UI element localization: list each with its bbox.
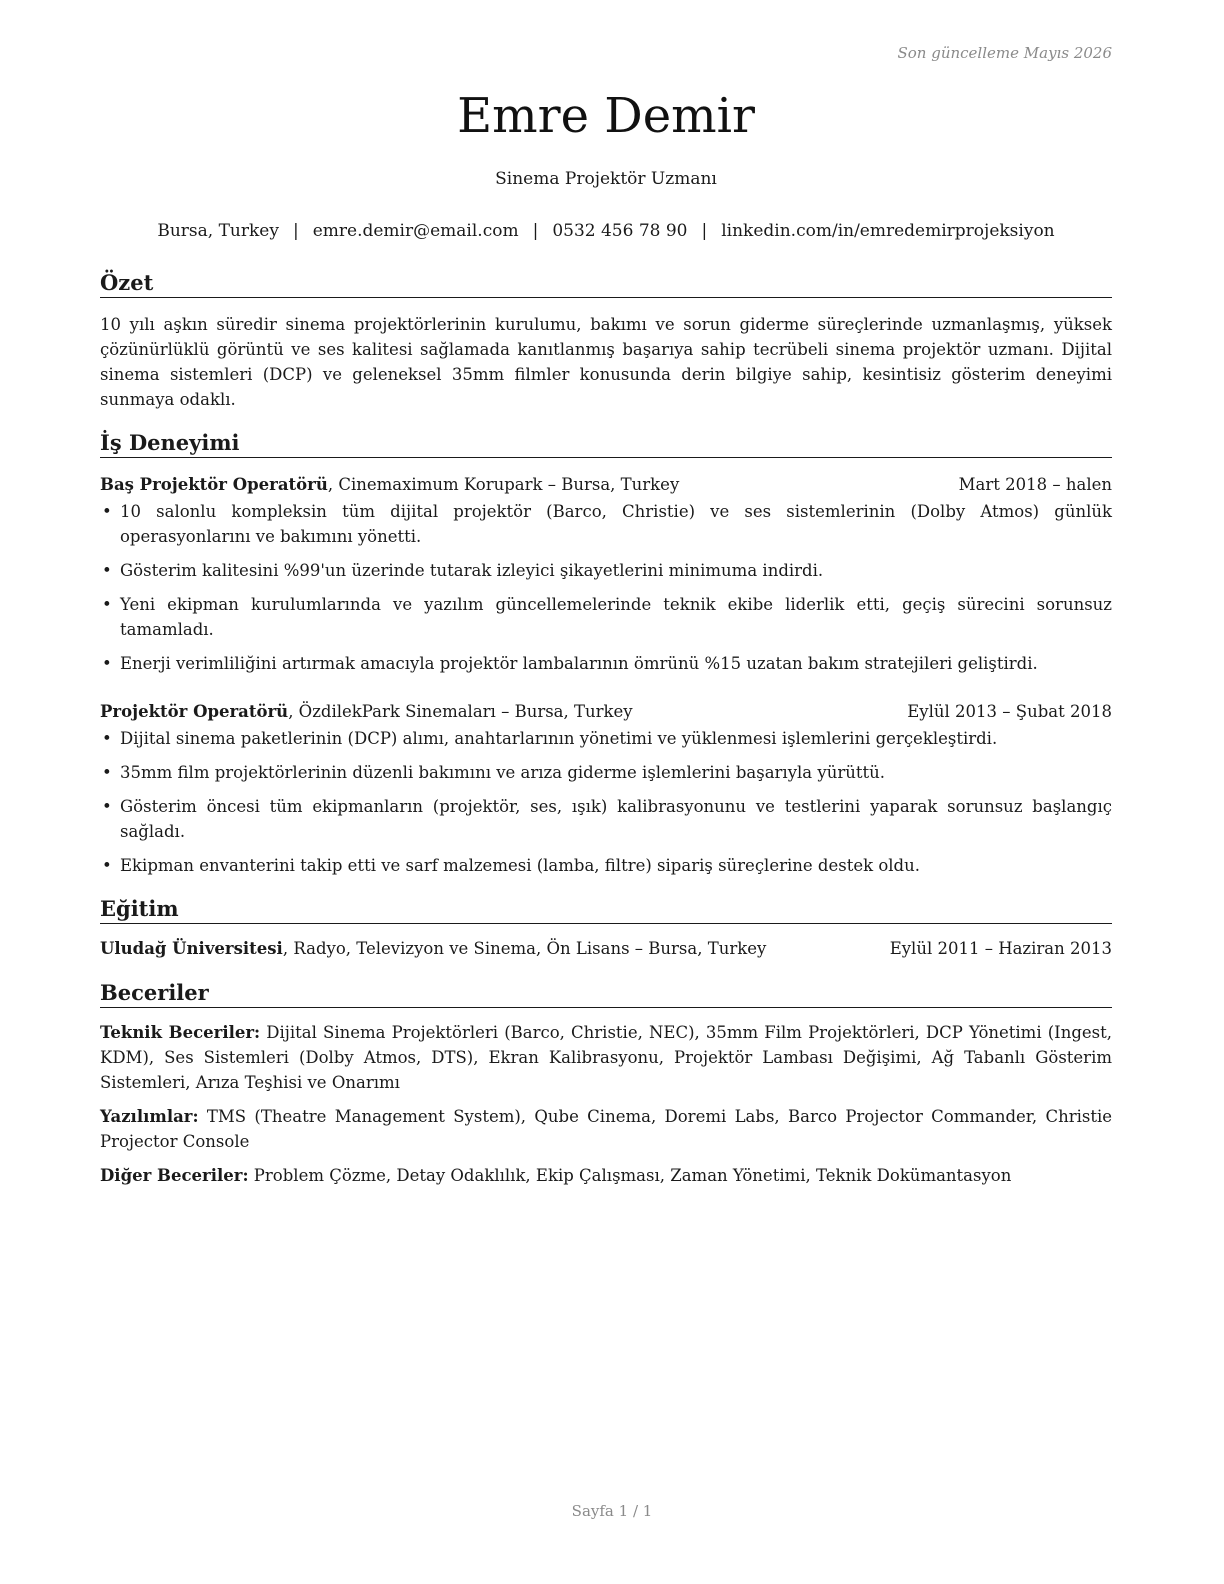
bullet-icon: • <box>102 595 112 614</box>
contact-separator: | <box>701 221 708 241</box>
bullet-icon: • <box>102 797 112 816</box>
skill-group <box>100 1020 1112 1095</box>
bullet-text: Dijital sinema paketlerinin (DCP) alımı, anahtarlarının yönetimi ve yüklenmesi işlemlerini gerçekleştirdi. <box>120 729 998 748</box>
contact-separator: | <box>292 221 299 241</box>
job-entry <box>100 685 1112 878</box>
education-section <box>100 896 1112 961</box>
list-item <box>100 726 1112 751</box>
contact-phone: 0532 456 78 90 <box>552 221 688 241</box>
contact-email[interactable]: emre.demir@email.com <box>312 221 519 241</box>
summary-text: 10 yılı aşkın süredir sinema projektörlerinin kurulumu, bakımı ve sorun giderme süreçlerinde uzmanlaşmış, yüksek çözünürlüklü görüntü ve ses kalitesi sağlamada kanıtlanmış başarıya sahip tecrübeli sinema projektör uzmanı. Dijital sinema sistemleri (DCP) ve geleneksel 35mm filmler konusunda derin bilgiye sahip, kesintisiz gösterim deneyimi sunmaya odaklı. <box>100 315 1112 409</box>
education-detail: , Radyo, Televizyon ve Sinema, Ön Lisans – Bursa, Turkey <box>282 939 767 958</box>
skill-group <box>100 1104 1112 1154</box>
bullet-icon: • <box>102 729 112 748</box>
job-company: , Cinemaximum Korupark – Bursa, Turkey <box>327 475 680 494</box>
skills-heading: Beceriler <box>100 980 1112 1008</box>
skill-text: Problem Çözme, Detay Odaklılık, Ekip Çalışması, Zaman Yönetimi, Teknik Dokümantasyon <box>248 1166 1012 1185</box>
list-item <box>100 592 1112 642</box>
resume-page <box>100 0 1112 1584</box>
job-company: , ÖzdilekPark Sinemaları – Bursa, Turkey <box>288 702 633 721</box>
list-item <box>100 853 1112 878</box>
bullet-text: Ekipman envanterini takip etti ve sarf malzemesi (lamba, filtre) sipariş süreçlerine destek oldu. <box>120 856 920 875</box>
skills-section <box>100 980 1112 1197</box>
bullet-text: 10 salonlu kompleksin tüm dijital projektör (Barco, Christie) ve ses sistemlerinin (Dolby Atmos) günlük operasyonlarını ve bakımını yönetti. <box>120 502 1112 546</box>
school-name: Uludağ Üniversitesi <box>100 939 283 958</box>
bullet-icon: • <box>102 502 112 521</box>
bullet-text: Gösterim kalitesini %99'un üzerinde tutarak izleyici şikayetlerini minimuma indirdi. <box>120 561 824 580</box>
skill-label: Teknik Beceriler: <box>100 1023 261 1042</box>
job-dates: Mart 2018 – halen <box>958 475 1112 494</box>
summary-heading: Özet <box>100 270 1112 298</box>
bullet-text: Enerji verimliliğini artırmak amacıyla projektör lambalarının ömrünü %15 uzatan bakım stratejileri geliştirdi. <box>120 654 1038 673</box>
skill-label: Yazılımlar: <box>100 1107 199 1126</box>
skill-text: TMS (Theatre Management System), Qube Cinema, Doremi Labs, Barco Projector Commander, Christie Projector Console <box>100 1107 1112 1151</box>
list-item <box>100 794 1112 844</box>
list-item <box>100 760 1112 785</box>
job-role: Projektör Operatörü <box>100 702 289 721</box>
job-role: Baş Projektör Operatörü <box>100 475 328 494</box>
job-header <box>100 699 1112 724</box>
job-bullets <box>100 726 1112 878</box>
skill-group <box>100 1163 1112 1188</box>
bullet-text: Yeni ekipman kurulumlarında ve yazılım güncellemelerinde teknik ekibe liderlik etti, geçiş sürecini sorunsuz tamamladı. <box>120 595 1112 639</box>
education-heading: Eğitim <box>100 896 1112 924</box>
list-item <box>100 558 1112 583</box>
summary-section <box>100 270 1112 412</box>
experience-section <box>100 430 1112 887</box>
bullet-icon: • <box>102 763 112 782</box>
candidate-name: Emre Demir <box>457 88 755 144</box>
contact-line <box>100 220 1112 242</box>
list-item <box>100 499 1112 549</box>
list-item <box>100 651 1112 676</box>
job-entry <box>100 458 1112 676</box>
skill-label: Diğer Beceriler: <box>100 1166 249 1185</box>
job-bullets <box>100 499 1112 676</box>
job-dates: Eylül 2013 – Şubat 2018 <box>907 702 1112 721</box>
bullet-icon: • <box>102 856 112 875</box>
skills-list <box>100 1008 1112 1188</box>
job-header <box>100 472 1112 497</box>
last-updated: Son güncelleme Mayıs 2026 <box>897 44 1112 62</box>
bullet-icon: • <box>102 654 112 673</box>
education-dates: Eylül 2011 – Haziran 2013 <box>889 939 1112 958</box>
education-entry <box>100 924 1112 961</box>
experience-heading: İş Deneyimi <box>100 430 1112 458</box>
skill-text: Dijital Sinema Projektörleri (Barco, Christie, NEC), 35mm Film Projektörleri, DCP Yönetimi (Ingest, KDM), Ses Sistemleri (Dolby Atmos, DTS), Ekran Kalibrasyonu, Projektör Lambası Değişimi, Ağ Tabanlı Gösterim Sistemleri, Arıza Teşhisi ve Onarımı <box>100 1023 1112 1092</box>
bullet-text: Gösterim öncesi tüm ekipmanların (projektör, ses, ışık) kalibrasyonunu ve testlerini yaparak sorunsuz başlangıç sağladı. <box>120 797 1112 841</box>
bullet-icon: • <box>102 561 112 580</box>
page-number: Sayfa 1 / 1 <box>571 1502 653 1520</box>
bullet-text: 35mm film projektörlerinin düzenli bakımını ve arıza giderme işlemlerini başarıyla yürüttü. <box>120 763 885 782</box>
contact-separator: | <box>532 221 539 241</box>
job-title: Sinema Projektör Uzmanı <box>495 169 717 189</box>
contact-linkedin[interactable]: linkedin.com/in/emredemirprojeksiyon <box>721 221 1055 241</box>
contact-location: Bursa, Turkey <box>157 221 279 241</box>
